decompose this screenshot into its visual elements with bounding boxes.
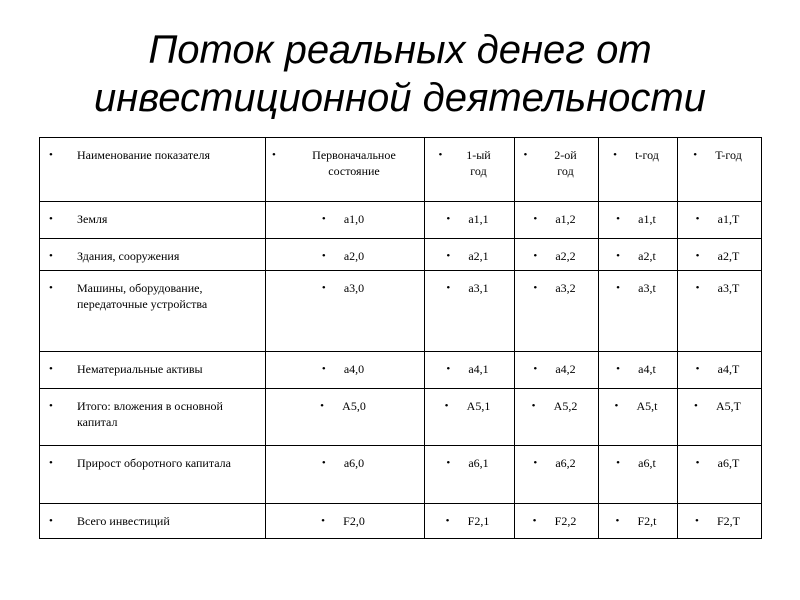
cell-inner (533, 248, 575, 264)
cell-inner (272, 147, 414, 179)
cell-content (425, 202, 514, 227)
cell-inner (439, 147, 497, 179)
bullet-icon: • (321, 250, 326, 262)
cell-content (599, 271, 677, 296)
value-cell (515, 504, 599, 539)
header-cell (40, 138, 266, 202)
cell-content (425, 138, 514, 179)
cell-inner (696, 455, 740, 471)
row-label-cell (40, 389, 266, 446)
cell-text: a6,1 (468, 456, 489, 470)
cell-text: a4,t (638, 362, 656, 376)
row-label-cell (40, 446, 266, 504)
cell-text: A5,t (636, 399, 658, 413)
cell-text: a6,T (717, 456, 740, 470)
cell-inner (446, 248, 488, 264)
header-row (40, 138, 762, 202)
value-cell (678, 446, 762, 504)
cell-inner (696, 211, 740, 227)
cell-content (266, 202, 424, 227)
cell-inner (533, 211, 575, 227)
cell-text: a6,0 (343, 456, 365, 470)
value-cell (678, 504, 762, 539)
bullet-icon: • (615, 515, 620, 527)
bullet-icon: • (272, 149, 276, 161)
cell-inner (322, 211, 364, 227)
value-cell (678, 389, 762, 446)
cell-content (599, 446, 677, 471)
header-cell (515, 138, 599, 202)
cell-inner (322, 280, 364, 296)
cell-content (266, 504, 424, 529)
bullet-icon: • (446, 457, 451, 469)
bullet-icon: • (321, 457, 326, 469)
value-cell (266, 202, 425, 239)
cell-inner (533, 280, 575, 296)
row-label-cell (40, 271, 266, 352)
cell-content (678, 138, 761, 163)
bullet-icon: • (446, 363, 451, 375)
cell-text: Первоначальное состояние (312, 148, 396, 178)
cell-text: T-год (715, 148, 742, 162)
cell-content (40, 504, 265, 529)
cell-content (515, 138, 598, 179)
value-cell (599, 202, 678, 239)
cell-inner (696, 361, 740, 377)
cell-inner (445, 398, 491, 414)
value-cell (266, 504, 425, 539)
cell-content (515, 504, 598, 529)
bullet-icon: • (533, 457, 538, 469)
bullet-icon: • (321, 213, 326, 225)
cell-text: F2,0 (343, 514, 365, 528)
cell-inner (695, 513, 740, 529)
cell-text: F2,T (716, 514, 740, 528)
cell-inner (533, 513, 577, 529)
cell-inner (320, 398, 366, 414)
value-cell (515, 389, 599, 446)
table-row (40, 389, 762, 446)
cell-text: A5,T (716, 399, 741, 413)
bullet-icon: • (531, 400, 536, 412)
table-row (40, 202, 762, 239)
cell-text: a3,1 (468, 281, 489, 295)
header-cell (425, 138, 515, 202)
value-cell (266, 446, 425, 504)
cell-inner (696, 280, 740, 296)
bullet-icon: • (616, 363, 621, 375)
cell-content (599, 239, 677, 264)
cell-content (40, 239, 265, 264)
cell-text: A5,1 (466, 399, 491, 413)
cell-text: a2,2 (555, 249, 576, 263)
cell-content (599, 389, 677, 414)
cell-inner (322, 455, 364, 471)
cell-content (266, 271, 424, 296)
bullet-icon: • (49, 250, 53, 262)
cell-text: t-год (635, 148, 659, 162)
cell-content (40, 446, 265, 471)
bullet-icon: • (533, 363, 538, 375)
bullet-icon: • (695, 457, 700, 469)
cell-text: a1,0 (343, 212, 365, 226)
table-row (40, 504, 762, 539)
cell-content (515, 239, 598, 264)
bullet-icon: • (320, 400, 325, 412)
cell-inner (694, 398, 741, 414)
cell-inner (615, 398, 658, 414)
bullet-icon: • (695, 363, 700, 375)
cell-text: Земля (77, 212, 108, 226)
cell-text: a2,t (638, 249, 656, 263)
bullet-icon: • (49, 149, 53, 161)
title-line-2: инвестиционной деятельности (94, 76, 706, 120)
header-cell (266, 138, 425, 202)
cell-inner (693, 147, 742, 163)
cell-content (599, 504, 677, 529)
value-cell (515, 239, 599, 271)
cell-content (678, 446, 761, 471)
cell-text: a2,T (717, 249, 740, 263)
cell-text: Нематериальные активы (77, 362, 203, 376)
cell-content (515, 202, 598, 227)
bullet-icon: • (445, 515, 450, 527)
bullet-icon: • (694, 400, 698, 412)
value-cell (599, 446, 678, 504)
cell-text: a4,2 (555, 362, 576, 376)
bullet-icon: • (49, 282, 53, 294)
value-cell (425, 239, 515, 271)
cell-text: 2-ой год (554, 148, 577, 178)
cell-content (40, 202, 265, 227)
cell-text: 1-ый год (466, 148, 491, 178)
value-cell (515, 271, 599, 352)
cell-content (266, 389, 424, 414)
cell-content (266, 352, 424, 377)
bullet-icon: • (321, 282, 326, 294)
cell-content (599, 352, 677, 377)
cell-inner (524, 147, 586, 179)
value-cell (425, 446, 515, 504)
cell-inner (322, 361, 364, 377)
cell-inner (322, 248, 364, 264)
cell-text: a4,0 (343, 362, 365, 376)
table-row (40, 271, 762, 352)
cell-inner (446, 280, 488, 296)
value-cell (266, 239, 425, 271)
cell-content (678, 352, 761, 377)
bullet-icon: • (614, 400, 619, 412)
value-cell (678, 271, 762, 352)
table-row (40, 446, 762, 504)
cell-inner (616, 248, 656, 264)
value-cell (425, 389, 515, 446)
value-cell (678, 202, 762, 239)
cell-content (515, 446, 598, 471)
cell-content (425, 352, 514, 377)
cell-text: a4,T (717, 362, 740, 376)
cell-content (425, 389, 514, 414)
cell-text: a3,t (638, 281, 656, 295)
investment-cash-flow-table (39, 137, 762, 539)
cell-content (515, 352, 598, 377)
value-cell (266, 271, 425, 352)
cell-text: a3,0 (343, 281, 365, 295)
cell-text: a4,1 (468, 362, 489, 376)
cell-text: a3,T (717, 281, 740, 295)
cell-text: a2,0 (343, 249, 365, 263)
title-line-1: Поток реальных денег от (148, 28, 652, 72)
bullet-icon: • (49, 213, 53, 225)
cell-text: Итого: вложения в основной капитал (77, 399, 223, 429)
cell-text: Машины, оборудование, передаточные устройства (77, 281, 208, 311)
bullet-icon: • (695, 213, 700, 225)
cell-text: a3,2 (555, 281, 576, 295)
cell-content (515, 271, 598, 296)
cell-text: F2,1 (467, 514, 490, 528)
value-cell (599, 239, 678, 271)
cell-text: Здания, сооружения (77, 249, 180, 263)
value-cell (425, 202, 515, 239)
cell-inner (446, 211, 488, 227)
bullet-icon: • (533, 213, 538, 225)
cell-content (266, 446, 424, 471)
bullet-icon: • (616, 457, 621, 469)
table-row (40, 239, 762, 271)
bullet-icon: • (446, 282, 451, 294)
cell-content (40, 138, 265, 163)
cell-content (425, 271, 514, 296)
bullet-icon: • (49, 457, 53, 469)
cell-text: A5,2 (553, 399, 578, 413)
bullet-icon: • (321, 515, 326, 527)
cell-text: a1,T (717, 212, 740, 226)
value-cell (678, 239, 762, 271)
cell-inner (532, 398, 578, 414)
cell-content (266, 239, 424, 264)
cell-text: a6,t (638, 456, 656, 470)
cell-inner (616, 280, 656, 296)
value-cell (425, 504, 515, 539)
value-cell (599, 352, 678, 389)
table-row (40, 352, 762, 389)
cell-content (40, 389, 265, 430)
cell-text: a2,1 (468, 249, 489, 263)
cell-text: Всего инвестиций (77, 514, 170, 528)
cell-text: A5,0 (342, 399, 366, 413)
row-label-cell (40, 352, 266, 389)
bullet-icon: • (695, 250, 700, 262)
cell-content (425, 504, 514, 529)
cell-text: F2,2 (554, 514, 577, 528)
bullet-icon: • (532, 515, 537, 527)
bullet-icon: • (616, 282, 621, 294)
cell-text: Прирост оборотного капитала (77, 456, 231, 470)
bullet-icon: • (533, 282, 538, 294)
row-label-cell (40, 202, 266, 239)
cell-content (599, 138, 677, 163)
value-cell (599, 271, 678, 352)
cell-inner (616, 361, 656, 377)
cell-content (425, 239, 514, 264)
cell-text: Наименование показателя (77, 148, 210, 162)
cell-text: F2,t (637, 514, 657, 528)
value-cell (515, 446, 599, 504)
cell-text: a6,2 (555, 456, 576, 470)
cell-inner (321, 513, 365, 529)
bullet-icon: • (446, 213, 451, 225)
bullet-icon: • (616, 250, 621, 262)
cell-content (425, 446, 514, 471)
cell-text: a1,2 (555, 212, 576, 226)
cell-inner (533, 361, 575, 377)
bullet-icon: • (616, 213, 621, 225)
cell-inner (616, 211, 656, 227)
row-label-cell (40, 239, 266, 271)
cell-inner (613, 147, 659, 163)
value-cell (425, 352, 515, 389)
header-cell (678, 138, 762, 202)
bullet-icon: • (533, 250, 538, 262)
bullet-icon: • (693, 149, 698, 161)
cell-inner (533, 455, 575, 471)
cell-inner (616, 455, 656, 471)
value-cell (266, 389, 425, 446)
cell-content (40, 352, 265, 377)
bullet-icon: • (444, 400, 449, 412)
cell-content (515, 389, 598, 414)
value-cell (599, 504, 678, 539)
cell-content (599, 202, 677, 227)
value-cell (599, 389, 678, 446)
cell-inner (446, 513, 490, 529)
bullet-icon: • (49, 515, 53, 527)
value-cell (266, 352, 425, 389)
cell-text: a1,1 (468, 212, 489, 226)
bullet-icon: • (613, 149, 617, 161)
cell-content (40, 271, 265, 312)
bullet-icon: • (523, 149, 528, 161)
cell-content (678, 239, 761, 264)
cell-content (678, 504, 761, 529)
slide-title (0, 26, 800, 122)
bullet-icon: • (695, 282, 700, 294)
bullet-icon: • (49, 400, 53, 412)
value-cell (515, 202, 599, 239)
header-cell (599, 138, 678, 202)
value-cell (515, 352, 599, 389)
bullet-icon: • (321, 363, 326, 375)
cell-content (678, 271, 761, 296)
bullet-icon: • (49, 363, 53, 375)
cell-content (266, 138, 424, 179)
bullet-icon: • (438, 149, 443, 161)
row-label-cell (40, 504, 266, 539)
cell-inner (696, 248, 740, 264)
cell-inner (615, 513, 656, 529)
bullet-icon: • (694, 515, 699, 527)
bullet-icon: • (446, 250, 451, 262)
cell-content (678, 389, 761, 414)
cell-text: a1,t (638, 212, 656, 226)
value-cell (678, 352, 762, 389)
cell-inner (446, 361, 488, 377)
cell-inner (446, 455, 488, 471)
value-cell (425, 271, 515, 352)
cell-content (678, 202, 761, 227)
